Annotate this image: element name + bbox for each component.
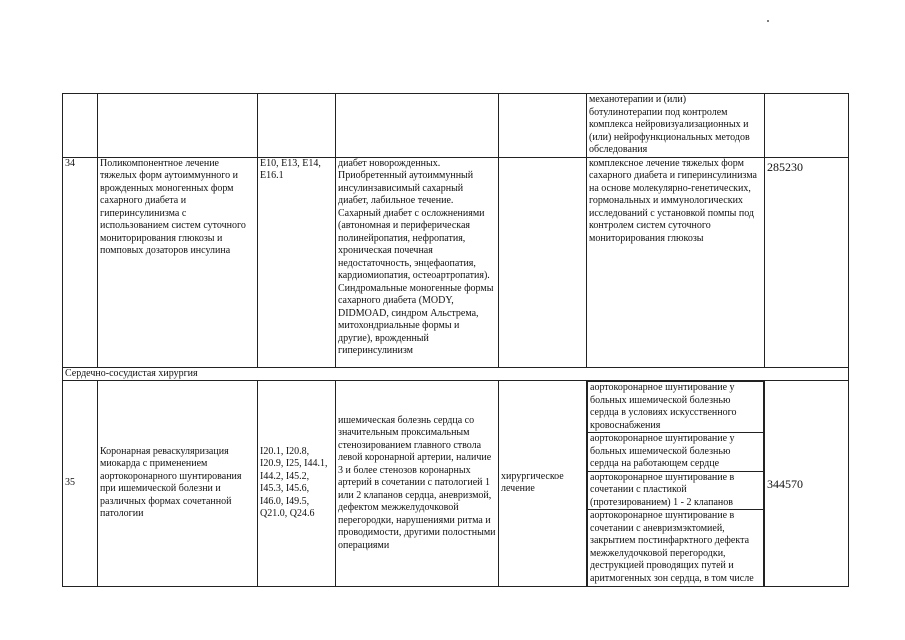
medical-care-table [62, 93, 849, 587]
cell-price [765, 94, 849, 158]
cell-method: комплексное лечение тяжелых форм сахарного диабета и гиперинсулинизма на основе молекулярно-генетических, гормональных и иммунологических исследований с установкой помпы под контролем систем суточного мониторирования глюкозы [587, 157, 765, 367]
table-row-35 [63, 381, 849, 587]
cell-model: ишемическая болезнь сердца со значительным проксимальным стенозированием главного ствола левой коронарной артерии, наличие 3 и более стенозов коронарных артерий в сочетании с патологией 1 или 2 клапанов сердца, аневризмой, дефектом межжелудочковой перегородки, нарушениями ритма и проводимости, другими полостными операциями [336, 381, 499, 587]
cell-price: 344570 [765, 381, 849, 587]
table-row-continuation [63, 94, 849, 158]
cell-name: Коронарная реваскуляризация миокарда с применением аортокоронарного шунтирования при ишемической болезни и различных формах сочетанной патологии [98, 381, 258, 587]
methods-list [587, 381, 764, 586]
list-item [588, 433, 764, 472]
cell-methods [587, 381, 765, 587]
cell-name: Поликомпонентное лечение тяжелых форм аутоиммунного и врожденных моногенных форм сахарного диабета и гиперинсулинизма с использованием систем суточного мониторирования глюкозы и помповых дозаторов инсулина [98, 157, 258, 367]
scan-mark [767, 20, 769, 22]
method-text: аортокоронарное шунтирование в сочетании с пластикой (протезированием) 1 - 2 клапанов [588, 471, 764, 510]
cell-treatment-type: хирургическое лечение [499, 381, 587, 587]
cell-method: механотерапии и (или) ботулинотерапии под контролем комплекса нейровизуализационных и (или) нейрофункциональных методов обследования [587, 94, 765, 158]
cell-name [98, 94, 258, 158]
section-header-row [63, 367, 849, 381]
list-item [588, 471, 764, 510]
cell-codes: E10, E13, E14, E16.1 [258, 157, 336, 367]
cell-number: 34 [63, 157, 98, 367]
method-text: аортокоронарное шунтирование в сочетании с аневризмэктомией, закрытием постинфарктного дефекта межжелудочковой перегородки, деструкцией проводящих путей и аритмогенных зон сердца, в том числе [588, 510, 764, 586]
cell-price: 285230 [765, 157, 849, 367]
cell-treatment-type [499, 94, 587, 158]
cell-model [336, 94, 499, 158]
cell-number: 35 [63, 381, 98, 587]
cell-codes [258, 94, 336, 158]
method-text: аортокоронарное шунтирование у больных ишемической болезнью сердца на работающем сердце [588, 433, 764, 472]
list-item [588, 382, 764, 433]
cell-number [63, 94, 98, 158]
list-item [588, 510, 764, 586]
cell-treatment-type [499, 157, 587, 367]
section-title: Сердечно-сосудистая хирургия [63, 367, 849, 381]
cell-model: диабет новорожденных. Приобретенный аутоиммунный инсулинзависимый сахарный диабет, лабильное течение. Сахарный диабет с осложнениями (автономная и периферическая полинейропатия, нефропатия, хроническая почечная недостаточность, энцефаопатия, кардиомиопатия, остеоартропатия). Синдромальные моногенные формы сахарного диабета (MODY, DIDMOAD, синдром Альстрема, митохондриальные формы и другие), врожденный гиперинсулинизм [336, 157, 499, 367]
method-text: аортокоронарное шунтирование у больных ишемической болезнью сердца в условиях искусственного кровоснабжения [588, 382, 764, 433]
table-row-34 [63, 157, 849, 367]
cell-codes: I20.1, I20.8, I20.9, I25, I44.1, I44.2, I45.2, I45.3, I45.6, I46.0, I49.5, Q21.0, Q24.6 [258, 381, 336, 587]
